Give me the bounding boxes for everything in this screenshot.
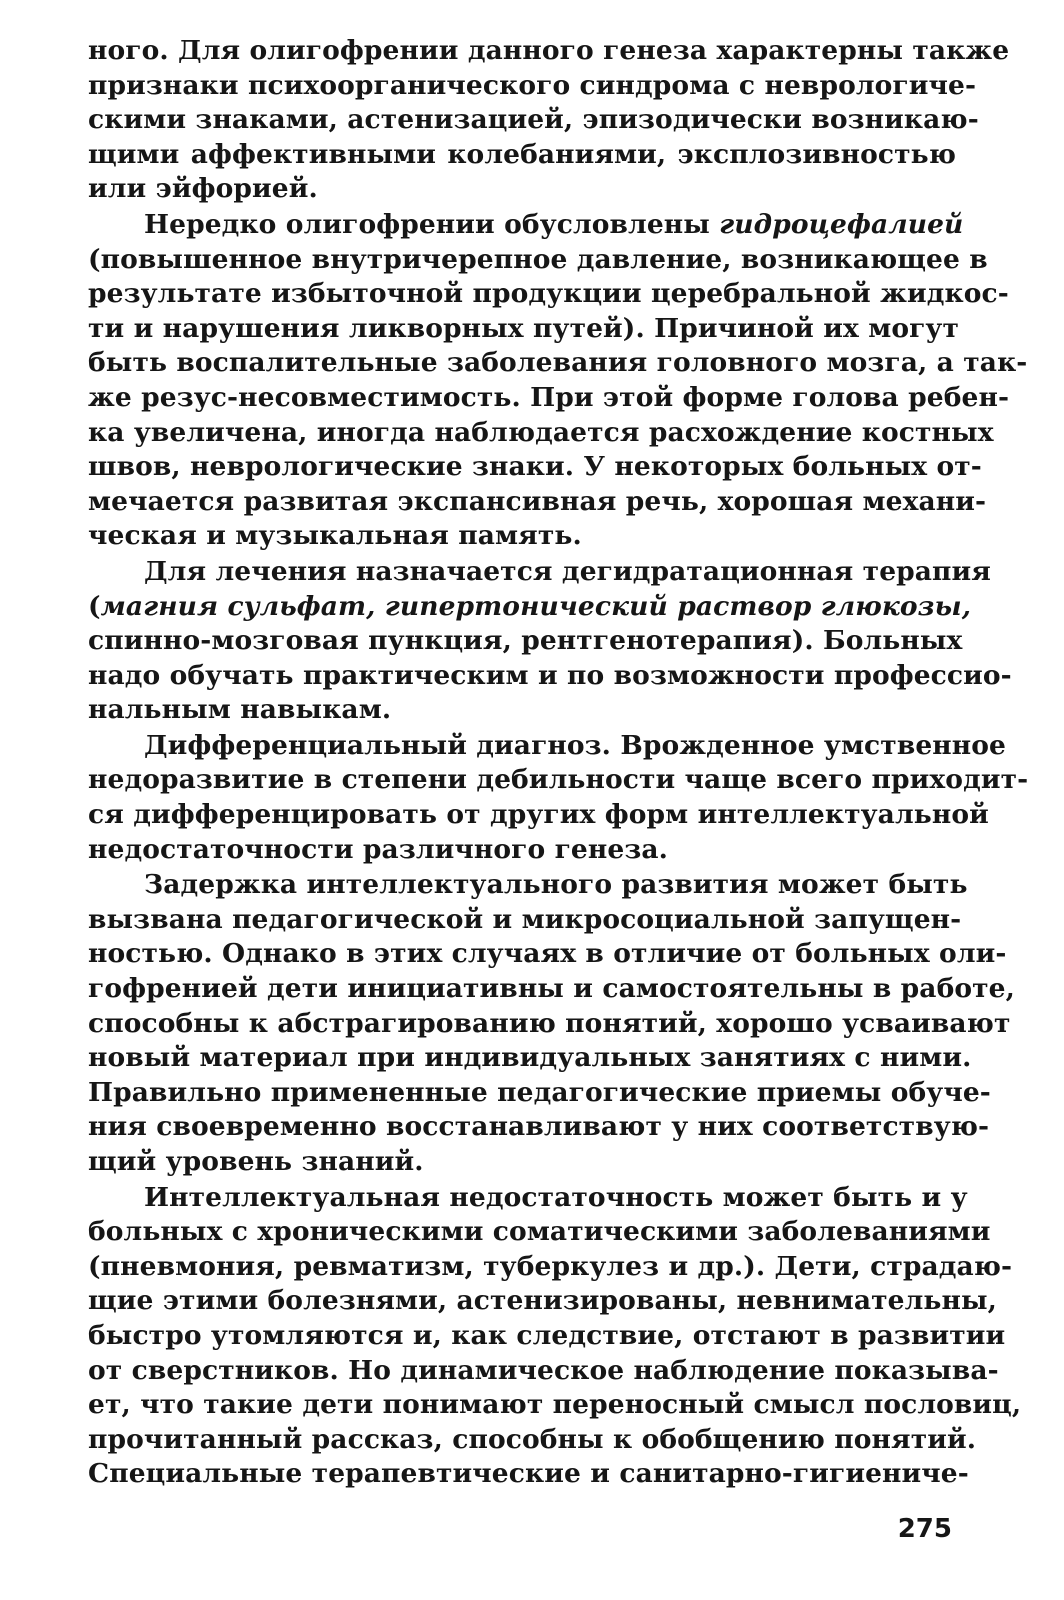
text-line: от сверстников. Но динамическое наблюдение показыва- [88, 1354, 999, 1386]
text-line: новый материал при индивидуальных занятиях с ними. [88, 1042, 972, 1074]
text-line: Специальные терапевтические и санитарно-гигиениче- [88, 1458, 969, 1490]
text-line: щими аффективными колебаниями, эксплозивностью [88, 138, 956, 170]
text-line: или эйфорией. [88, 173, 318, 205]
text-line: щий уровень знаний. [88, 1146, 424, 1177]
text-line: Правильно примененные педагогические приемы обуче- [88, 1076, 991, 1108]
text-line: надо обучать практическим и по возможности профессио- [88, 659, 1012, 691]
text-line: вызвана педагогической и микросоциальной запущен- [88, 903, 962, 935]
text-line: ного. Для олигофрении данного генеза характерны также [88, 35, 1010, 66]
text-line: признаки психоорганического синдрома с неврологиче- [88, 69, 977, 101]
text-span: Нередко олигофрении обусловлены [144, 208, 720, 240]
text-line: скими знаками, астенизацией, эпизодически возникаю- [88, 104, 979, 136]
text-line [88, 590, 972, 625]
paragraph-6 [88, 1181, 1022, 1492]
text-line: (пневмония, ревматизм, туберкулез и др.). Дети, страдаю- [88, 1250, 1013, 1282]
text-line: Интеллектуальная недостаточность может быть и у [144, 1181, 968, 1213]
text-line: (повышенное внутричерепное давление, возникающее в [88, 243, 988, 275]
text-line: спинно-мозговая пункция, рентгенотерапия). Больных [88, 625, 963, 657]
text-line: же резус-несовместимость. При этой форме голова ребен- [88, 381, 1010, 413]
text-line: Для лечения назначается дегидратационная терапия [144, 555, 991, 587]
section-heading: Дифференциальный диагноз. [144, 729, 612, 761]
text-line: ка увеличена, иногда наблюдается расхождение костных [88, 416, 994, 448]
page-number: 275 [897, 1514, 952, 1544]
text-line [88, 729, 1007, 764]
text-line: гофренией дети инициативны и самостоятельны в работе, [88, 973, 1015, 1005]
text-line: недостаточности различного генеза. [88, 833, 668, 865]
text-line: прочитанный рассказ, способны к обобщению понятий. [88, 1423, 977, 1455]
text-line: ческая и музыкальная память. [88, 520, 582, 552]
page-text [88, 34, 1029, 1493]
text-line: ет, что такие дети понимают переносный смысл пословиц, [88, 1389, 1022, 1421]
text-line: быть воспалительные заболевания головного мозга, а так- [88, 347, 1028, 379]
text-line: ностью. Однако в этих случаях в отличие от больных оли- [88, 938, 1007, 970]
paragraph-3 [88, 555, 1012, 728]
paragraph-5 [88, 868, 1015, 1179]
text-line: больных с хроническими соматическими заболеваниями [88, 1216, 991, 1248]
paragraph-4 [88, 729, 1029, 867]
text-line: нальным навыкам. [88, 694, 392, 726]
text-line: щие этими болезнями, астенизированы, невнимательны, [88, 1285, 997, 1317]
term-hydrocephaly: гидроцефалией [719, 208, 964, 240]
text-line: недоразвитие в степени дебильности чаще всего приходит- [88, 764, 1029, 796]
treatment-list: магния сульфат, гипертонический раствор глюкозы, [100, 590, 972, 622]
text-line: Задержка интеллектуального развития может быть [144, 869, 968, 901]
text-span: ( [88, 590, 101, 622]
text-line: мечается развитая экспансивная речь, хорошая механи- [88, 485, 987, 517]
text-line: ся дифференцировать от других форм интеллектуальной [88, 799, 989, 831]
text-span: Врожденное умственное [611, 729, 1007, 761]
paragraph-1 [88, 34, 1010, 207]
text-line: быстро утомляются и, как следствие, отстают в развитии [88, 1319, 1006, 1351]
text-line: швов, неврологические знаки. У некоторых больных от- [88, 451, 982, 483]
text-line: способны к абстрагированию понятий, хорошо усваивают [88, 1007, 1011, 1039]
text-line: ния своевременно восстанавливают у них соответствую- [88, 1111, 990, 1143]
text-line: ти и нарушения ликворных путей). Причиной их могут [88, 312, 960, 344]
text-line [88, 208, 964, 243]
paragraph-2 [88, 208, 1028, 554]
text-line: результате избыточной продукции церебральной жидкос- [88, 278, 1009, 310]
